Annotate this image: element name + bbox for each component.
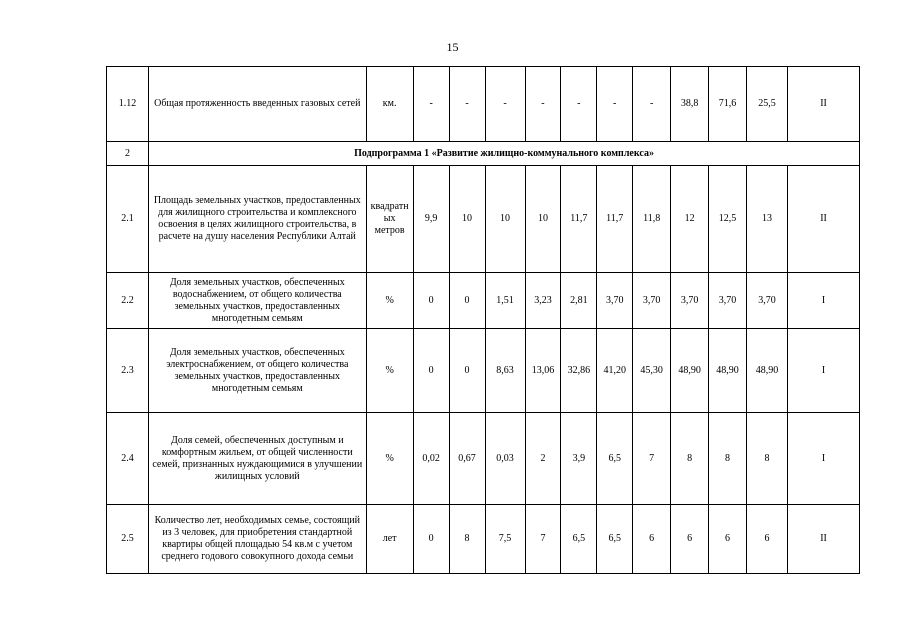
value-cell: - [561, 67, 597, 142]
value-cell: 12 [671, 166, 709, 273]
value-cell: 7 [525, 505, 561, 574]
table-row [107, 505, 860, 574]
indicator-name: Доля земельных участков, обеспеченных водоснабжением, от общего количества земельных участков, предоставленных многодетным семьям [149, 273, 366, 329]
table-row [107, 273, 860, 329]
category-cell: I [788, 273, 860, 329]
unit-cell: % [366, 413, 413, 505]
row-number: 2.2 [107, 273, 149, 329]
value-cell: 8 [449, 505, 485, 574]
table-row [107, 166, 860, 273]
page-number: 15 [446, 40, 459, 54]
value-cell: 71,6 [709, 67, 747, 142]
value-cell: 48,90 [747, 329, 788, 413]
value-cell: 6 [747, 505, 788, 574]
value-cell: - [413, 67, 449, 142]
table-row [107, 329, 860, 413]
value-cell: 6 [633, 505, 671, 574]
value-cell: - [485, 67, 525, 142]
indicator-name: Доля земельных участков, обеспеченных электроснабжением, от общего количества земельных участков, предоставленных многодетным семьям [149, 329, 366, 413]
table-row [107, 413, 860, 505]
value-cell: 25,5 [747, 67, 788, 142]
unit-cell: % [366, 273, 413, 329]
row-number: 2.5 [107, 505, 149, 574]
value-cell: 8 [747, 413, 788, 505]
row-number: 2 [107, 142, 149, 166]
unit-cell: квадратных метров [366, 166, 413, 273]
value-cell: 11,7 [561, 166, 597, 273]
row-number: 2.4 [107, 413, 149, 505]
value-cell: 0,02 [413, 413, 449, 505]
indicators-table [106, 66, 860, 574]
unit-cell: км. [366, 67, 413, 142]
table-row [107, 67, 860, 142]
category-cell: I [788, 413, 860, 505]
value-cell: 1,51 [485, 273, 525, 329]
value-cell: 0 [413, 505, 449, 574]
subprogram-title: Подпрограмма 1 «Развитие жилищно-коммунального комплекса» [149, 142, 860, 166]
value-cell: 11,8 [633, 166, 671, 273]
value-cell: 38,8 [671, 67, 709, 142]
value-cell: 48,90 [709, 329, 747, 413]
category-cell: II [788, 166, 860, 273]
value-cell: 0 [449, 273, 485, 329]
category-cell: I [788, 329, 860, 413]
value-cell: 2 [525, 413, 561, 505]
value-cell: 10 [449, 166, 485, 273]
value-cell: 3,9 [561, 413, 597, 505]
value-cell: 11,7 [597, 166, 633, 273]
value-cell: 0 [449, 329, 485, 413]
category-cell: II [788, 505, 860, 574]
value-cell: 3,70 [671, 273, 709, 329]
value-cell: 0,67 [449, 413, 485, 505]
value-cell: 6 [671, 505, 709, 574]
value-cell: 6,5 [597, 413, 633, 505]
indicator-name: Общая протяженность введенных газовых сетей [149, 67, 366, 142]
indicator-name: Доля семей, обеспеченных доступным и комфортным жильем, от общей численности семей, признанных нуждающимися в улучшении жилищных условий [149, 413, 366, 505]
value-cell: 8 [709, 413, 747, 505]
value-cell: 0,03 [485, 413, 525, 505]
value-cell: 3,70 [709, 273, 747, 329]
value-cell: - [597, 67, 633, 142]
value-cell: 0 [413, 273, 449, 329]
row-number: 2.3 [107, 329, 149, 413]
value-cell: 6 [709, 505, 747, 574]
value-cell: 3,23 [525, 273, 561, 329]
value-cell: 7 [633, 413, 671, 505]
value-cell: 2,81 [561, 273, 597, 329]
value-cell: 7,5 [485, 505, 525, 574]
value-cell: 3,70 [747, 273, 788, 329]
value-cell: 12,5 [709, 166, 747, 273]
row-number: 1.12 [107, 67, 149, 142]
value-cell: - [525, 67, 561, 142]
value-cell: 8,63 [485, 329, 525, 413]
value-cell: 6,5 [597, 505, 633, 574]
subprogram-header-row [107, 142, 860, 166]
value-cell: 45,30 [633, 329, 671, 413]
value-cell: 32,86 [561, 329, 597, 413]
value-cell: 3,70 [597, 273, 633, 329]
value-cell: 41,20 [597, 329, 633, 413]
value-cell: 8 [671, 413, 709, 505]
category-cell: II [788, 67, 860, 142]
value-cell: 13 [747, 166, 788, 273]
value-cell: - [449, 67, 485, 142]
indicator-name: Количество лет, необходимых семье, состоящий из 3 человек, для приобретения стандартной квартиры общей площадью 54 кв.м с учетом среднего годового совокупного дохода семьи [149, 505, 366, 574]
value-cell: 3,70 [633, 273, 671, 329]
unit-cell: лет [366, 505, 413, 574]
table-body [107, 67, 860, 574]
value-cell: 9,9 [413, 166, 449, 273]
row-number: 2.1 [107, 166, 149, 273]
value-cell: 0 [413, 329, 449, 413]
value-cell: 48,90 [671, 329, 709, 413]
value-cell: 10 [525, 166, 561, 273]
value-cell: 6,5 [561, 505, 597, 574]
indicator-name: Площадь земельных участков, предоставленных для жилищного строительства и комплексного освоения в целях жилищного строительства, в расчете на душу населения Республики Алтай [149, 166, 366, 273]
value-cell: 13,06 [525, 329, 561, 413]
value-cell: - [633, 67, 671, 142]
value-cell: 10 [485, 166, 525, 273]
unit-cell: % [366, 329, 413, 413]
